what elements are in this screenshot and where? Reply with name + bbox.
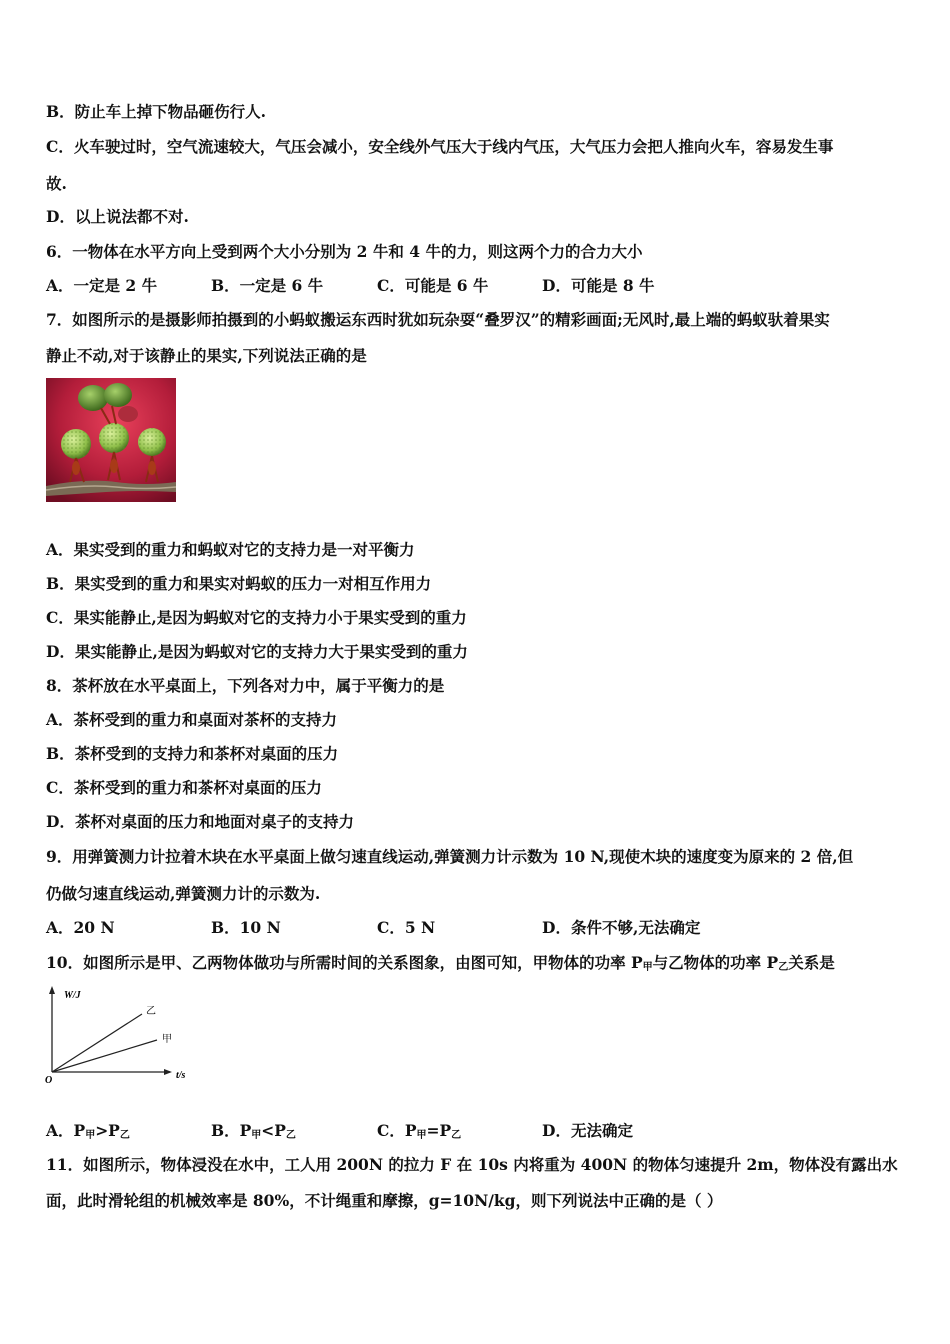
line-jia [52,1040,157,1072]
q7-stem-line2: 静止不动,对于该静止的果实,下列说法正确的是 [46,346,367,365]
q9-stem-line1: 9．用弹簧测力计拉着木块在水平桌面上做匀速直线运动,弹簧测力计示数为 10 N,现使木块的速度变为原来的 2 倍,但 [46,847,854,866]
q10-stem-sub-yi: 乙 [778,962,789,973]
q8-option-c: C．茶杯受到的重力和茶杯对桌面的压力 [46,778,322,797]
q8-option-b: B．茶杯受到的支持力和茶杯对桌面的压力 [46,744,339,763]
q6-option-c: C．可能是 6 牛 [377,276,489,295]
q10-option-d: D．无法确定 [542,1121,633,1140]
q9-option-c: C．5 N [377,918,436,937]
line-yi-label: 乙 [146,1006,156,1017]
q5-option-c-line2: 故. [46,174,67,193]
ant-acrobatics-photo [46,378,176,502]
q7-option-a: A．果实受到的重力和蚂蚁对它的支持力是一对平衡力 [46,540,415,559]
q5-option-c-line1: C．火车驶过时，空气流速较大，气压会减小，安全线外气压大于线内气压，大气压力会把人推向火车，容易发生事 [46,137,834,156]
q9-option-a: A．20 N [46,918,115,937]
q11-stem-line1: 11．如图所示，物体浸没在水中，工人用 200N 的拉力 F 在 10s 内将重为 400N 的物体匀速提升 2m，物体没有露出水 [46,1155,898,1174]
q10-stem-b: 与乙物体的功率 P [652,953,779,972]
q5-option-d: D．以上说法都不对. [46,207,189,226]
q9-stem-line2: 仍做匀速直线运动,弹簧测力计的示数为. [46,884,321,903]
x-axis-label: t/s [176,1070,186,1081]
q7-option-b: B．果实受到的重力和果实对蚂蚁的压力一对相互作用力 [46,574,432,593]
q10-stem-sub-jia: 甲 [642,962,653,973]
line-jia-label: 甲 [162,1034,172,1045]
q7-stem-line1: 7．如图所示的是摄影师拍摄到的小蚂蚁搬运东西时犹如玩杂耍“叠罗汉”的精彩画面;无风时,最上端的蚂蚁驮着果实 [46,310,830,329]
q10-option-c: C．$P_甲=P_乙$ [377,1121,462,1141]
q8-stem: 8．茶杯放在水平桌面上，下列各对力中，属于平衡力的是 [46,676,445,695]
q9-option-d: D．条件不够,无法确定 [542,918,701,937]
y-axis-label: W/J [64,990,81,1001]
q10-stem-a: 10．如图所示是甲、乙两物体做功与所需时间的关系图象，由图可知，甲物体的功率 P [46,953,643,972]
q6-option-d: D．可能是 8 牛 [542,276,655,295]
q10-option-b: B．$P_甲<P_乙$ [211,1121,296,1141]
x-axis-arrow [164,1069,172,1075]
q10-stem [46,953,910,978]
q7-option-d: D．果实能静止,是因为蚂蚁对它的支持力大于果实受到的重力 [46,642,468,661]
q11-stem-line2: 面，此时滑轮组的机械效率是 80%，不计绳重和摩擦，g=10N/kg，则下列说法中正确的是（ ） [46,1191,723,1210]
q10-stem-c: 关系是 [788,953,835,972]
y-axis-arrow [49,986,55,994]
q5-option-b: B．防止车上掉下物品砸伤行人. [46,102,266,121]
q7-option-c: C．果实能静止,是因为蚂蚁对它的支持力小于果实受到的重力 [46,608,467,627]
work-time-graph [42,982,202,1088]
q6-option-b: B．一定是 6 牛 [211,276,324,295]
q10-option-a: A．$P_甲>P_乙$ [46,1121,130,1141]
q6-option-a: A．一定是 2 牛 [46,276,158,295]
origin-label: O [45,1075,53,1086]
q9-option-b: B．10 N [211,918,281,937]
q6-stem: 6．一物体在水平方向上受到两个大小分别为 2 牛和 4 牛的力，则这两个力的合力大小 [46,242,643,261]
line-yi [52,1014,142,1072]
q8-option-d: D．茶杯对桌面的压力和地面对桌子的支持力 [46,812,354,831]
q8-option-a: A．茶杯受到的重力和桌面对茶杯的支持力 [46,710,338,729]
